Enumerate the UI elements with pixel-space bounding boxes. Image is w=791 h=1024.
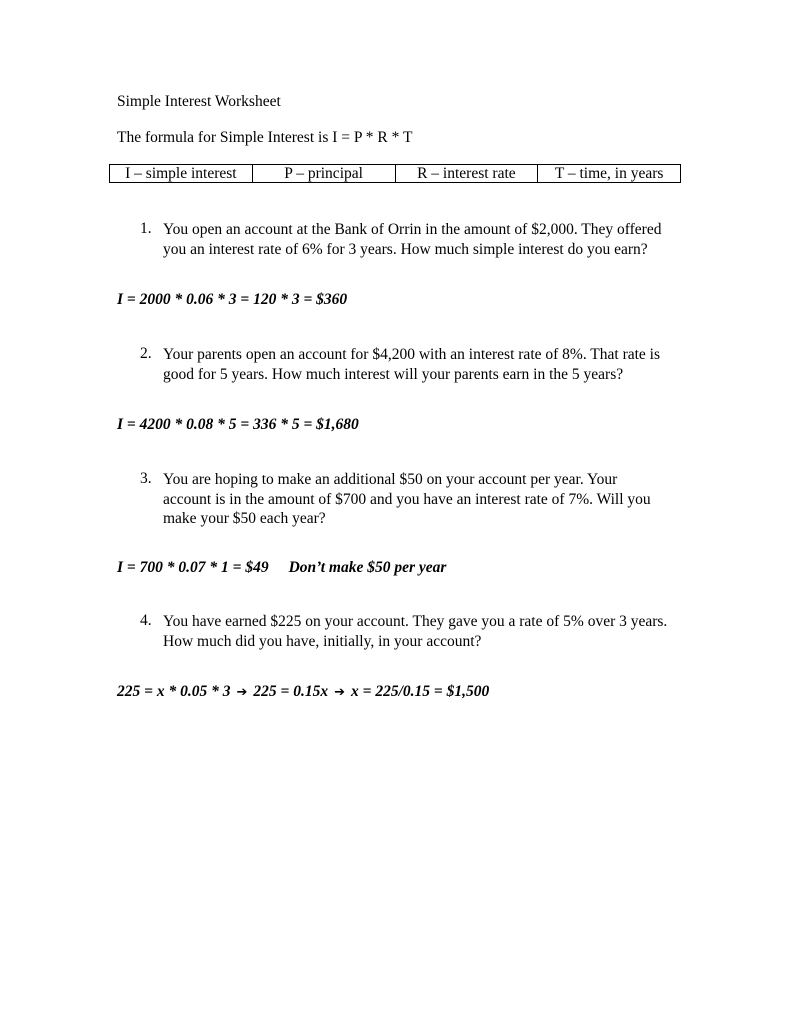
table-cell-r: R – interest rate (395, 165, 538, 183)
answer-4 (117, 683, 489, 701)
question-1-line-1: You open an account at the Bank of Orrin in the amount of $2,000. They offered (163, 221, 662, 238)
table-row (110, 165, 681, 183)
question-1-line-2: you an interest rate of 6% for 3 years. How much simple interest do you earn? (163, 240, 648, 258)
question-2-text (163, 345, 660, 384)
answer-2: I = 4200 * 0.08 * 5 = 336 * 5 = $1,680 (117, 416, 359, 433)
question-2-line-2: good for 5 years. How much interest will your parents earn in the 5 years? (163, 365, 624, 383)
table-cell-i: I – simple interest (110, 165, 253, 183)
question-3-text (163, 470, 651, 529)
question-3-line-3: make your $50 each year? (163, 510, 326, 527)
answer-4-step-1: 225 = x * 0.05 * 3 (117, 683, 231, 700)
answer-3-note: Don’t make $50 per year (288, 559, 447, 576)
question-4-text (163, 612, 667, 651)
answer-1: I = 2000 * 0.06 * 3 = 120 * 3 = $360 (117, 291, 348, 308)
question-1-number: 1. (140, 220, 152, 237)
question-2-number: 2. (140, 345, 152, 362)
answer-3 (117, 559, 446, 577)
question-3-line-2: account is in the amount of $700 and you have an interest rate of 7%. Will you (163, 490, 651, 508)
right-arrow-icon: ➔ (236, 685, 248, 700)
variable-definitions-table (109, 164, 681, 183)
table-cell-p: P – principal (252, 165, 395, 183)
question-3-number: 3. (140, 470, 152, 487)
formula-statement: The formula for Simple Interest is I = P * R * T (117, 129, 413, 146)
answer-4-step-2: 225 = 0.15x (253, 683, 329, 700)
question-1-text (163, 220, 661, 259)
right-arrow-icon: ➔ (334, 685, 345, 700)
table-cell-t: T – time, in years (538, 165, 681, 183)
worksheet-title: Simple Interest Worksheet (117, 93, 281, 110)
question-2-line-1: Your parents open an account for $4,200 with an interest rate of 8%. That rate is (163, 346, 661, 363)
question-4-line-2: How much did you have, initially, in your account? (163, 632, 482, 650)
question-4-number: 4. (140, 612, 152, 629)
question-4-line-1: You have earned $225 on your account. They gave you a rate of 5% over 3 years. (163, 613, 668, 630)
answer-4-step-3: x = 225/0.15 = $1,500 (351, 683, 490, 700)
answer-3-calculation: I = 700 * 0.07 * 1 = $49 (117, 559, 269, 576)
question-3-line-1: You are hoping to make an additional $50 on your account per year. Your (163, 471, 618, 488)
